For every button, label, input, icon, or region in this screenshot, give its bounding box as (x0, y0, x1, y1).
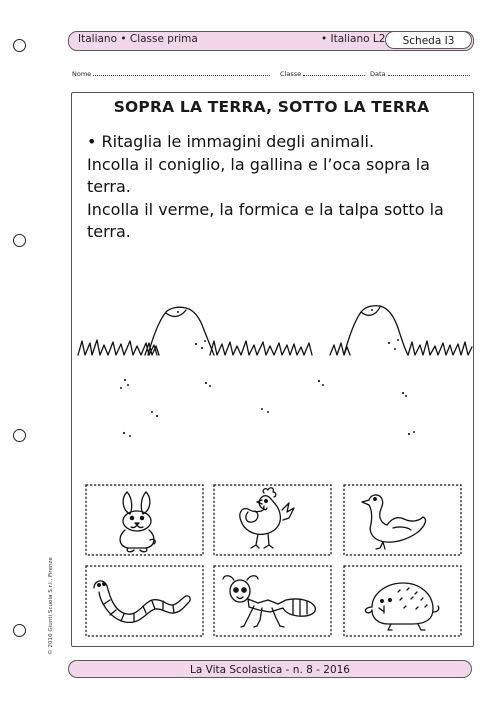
worksheet-title: SOPRA LA TERRA, SOTTO LA TERRA (113, 98, 430, 116)
sheet-badge: Scheda I3 (385, 31, 472, 49)
cut-card-mole[interactable] (344, 566, 461, 636)
class-label: Classe (280, 70, 302, 78)
rabbit-icon (120, 492, 155, 552)
hen-icon (240, 488, 294, 548)
copyright-notice: © 2016 Giunti Scuola S.r.l., Firenze (48, 557, 54, 655)
cut-card-worm[interactable] (86, 566, 203, 636)
instruction-line-1: • Ritaglia le immagini degli animali. (87, 132, 375, 151)
header-subject: Italiano • Classe prima (78, 33, 198, 45)
instruction-line-3: Incolla il verme, la formica e la talpa sotto la terra. (87, 199, 444, 241)
mole-icon (365, 583, 438, 630)
ant-icon (223, 576, 315, 627)
instruction-line-2: Incolla il coniglio, la gallina e l’oca sopra la terra. (87, 154, 430, 196)
cut-card-rabbit[interactable] (86, 485, 203, 555)
grass-line (78, 340, 472, 355)
cut-card-hen[interactable] (214, 485, 331, 555)
header-level: • Italiano L2 (321, 33, 386, 45)
name-label: Nome (72, 70, 92, 78)
worm-icon (94, 581, 190, 623)
cut-card-goose[interactable] (344, 485, 461, 555)
date-label: Data (370, 70, 386, 78)
goose-icon (362, 495, 425, 549)
footer-bar: La Vita Scolastica - n. 8 - 2016 (68, 660, 472, 678)
